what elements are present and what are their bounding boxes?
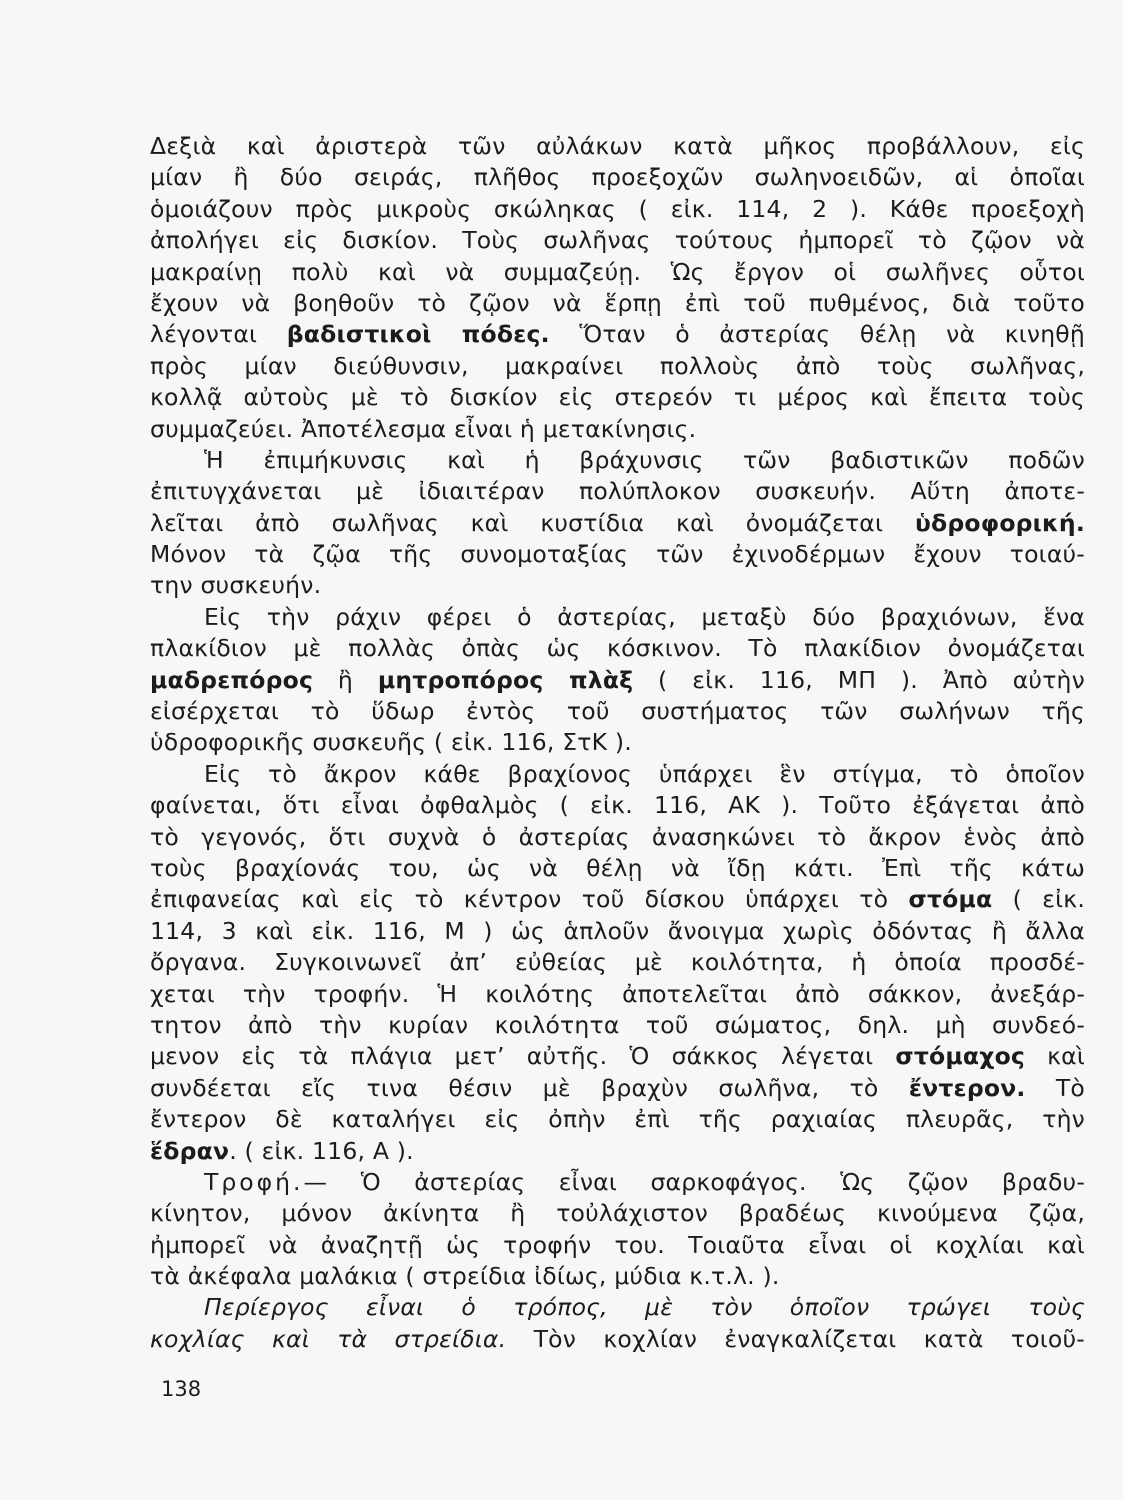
- text-line: [150, 884, 1085, 915]
- bold-term: μαδρεπόρος: [150, 665, 314, 694]
- text-run: Τὸ: [1025, 1073, 1086, 1102]
- text-run: ὄργανα. Συγκοινωνεῖ ἀπ’ εὐθείας μὲ κοιλότητα, ἡ ὁποία προσδέ-: [150, 948, 1085, 977]
- text-run: κίνητον, μόνον ἀκίνητα ἢ τοὐλάχιστον βραδέως κινούμενα ζῷα,: [150, 1199, 1085, 1228]
- text-line: [150, 1104, 1085, 1135]
- text-line: [150, 476, 1085, 507]
- text-run: ( εἰκ. 116, ΜΠ ). Ἀπὸ αὐτὴν: [633, 665, 1085, 694]
- text-line: [150, 414, 1085, 445]
- text-run: λεῖται ἀπὸ σωλῆνας καὶ κυστίδια καὶ ὀνομάζεται: [150, 508, 915, 537]
- text-run: Τροφή.: [204, 1167, 304, 1196]
- text-run: μακραίνῃ πολὺ καὶ νὰ συμμαζεύῃ. Ὡς ἔργον οἱ σωλῆνες οὗτοι: [150, 257, 1085, 286]
- bold-term: ὑδροφορική.: [914, 508, 1085, 537]
- text-run: ἐπιφανείας καὶ εἰς τὸ κέντρον τοῦ δίσκου ὑπάρχει τὸ: [150, 885, 909, 914]
- bold-term: μητροπόρος πλὰξ: [377, 665, 634, 694]
- text-line: [150, 602, 1085, 633]
- text-line: [150, 319, 1085, 350]
- text-run: τοὺς βραχίονάς του, ὡς νὰ θέλῃ νὰ ἴδῃ κάτι. Ἐπὶ τῆς κάτω: [150, 853, 1085, 882]
- text-line: [150, 853, 1085, 884]
- bold-term: στόμα: [908, 885, 993, 914]
- text-run: . ( εἰκ. 116, Α ).: [229, 1136, 414, 1165]
- page-number: 138: [161, 1377, 202, 1401]
- text-run: καὶ: [1025, 1042, 1085, 1071]
- text-run: συνδέεται εἴς τινα θέσιν μὲ βραχὺν σωλῆνα, τὸ: [150, 1073, 909, 1102]
- text-line: [150, 382, 1085, 413]
- text-line: [150, 445, 1085, 476]
- text-line: [150, 257, 1085, 288]
- bold-term: βαδιστικοὶ πόδες.: [286, 320, 550, 349]
- text-run: 114, 3 καὶ εἰκ. 116, Μ ) ὡς ἁπλοῦν ἄνοιγμα χωρὶς ὀδόντας ἢ ἄλλα: [150, 916, 1085, 945]
- text-line: [150, 288, 1085, 319]
- text-line: [150, 979, 1085, 1010]
- text-line: [150, 351, 1085, 382]
- bold-term: ἔντερον.: [908, 1073, 1026, 1102]
- text-run: συμμαζεύει. Ἀποτέλεσμα εἶναι ἡ μετακίνησις.: [150, 414, 697, 443]
- text-line: [150, 759, 1085, 790]
- text-line: [150, 947, 1085, 978]
- text-line: [150, 696, 1085, 727]
- italic-text: κοχλίας καὶ τὰ στρείδια.: [150, 1324, 507, 1353]
- text-run: ἠμπορεῖ νὰ ἀναζητῇ ὡς τροφήν του. Τοιαῦτα εἶναι οἱ κοχλίαι καὶ: [150, 1230, 1085, 1259]
- text-run: πλακίδιον μὲ πολλὰς ὀπὰς ὡς κόσκινον. Τὸ πλακίδιον ὀνομάζεται: [150, 634, 1085, 663]
- text-run: κολλᾷ αὐτοὺς μὲ τὸ δισκίον εἰς στερεόν τι μέρος καὶ ἔπειτα τοὺς: [150, 383, 1085, 412]
- text-run: μενον εἰς τὰ πλάγια μετ’ αὐτῆς. Ὁ σάκκος λέγεται: [150, 1042, 896, 1071]
- text-run: Εἰς τὸ ἄκρον κάθε βραχίονος ὑπάρχει ἓν στίγμα, τὸ ὁποῖον: [204, 759, 1085, 788]
- text-run: ( εἰκ.: [992, 885, 1085, 914]
- text-line: [150, 790, 1085, 821]
- text-line: [150, 1167, 1085, 1198]
- text-run: εἰσέρχεται τὸ ὕδωρ ἐντὸς τοῦ συστήματος τῶν σωλήνων τῆς: [150, 697, 1085, 726]
- text-line: [150, 194, 1085, 225]
- text-run: ἐπιτυγχάνεται μὲ ἰδιαιτέραν πολύπλοκον συσκευήν. Αὕτη ἀποτε-: [150, 477, 1085, 506]
- bold-term: ἕδραν: [150, 1136, 230, 1165]
- text-run: ἢ: [313, 665, 378, 694]
- text-run: ὁμοιάζουν πρὸς μικροὺς σκώληκας ( εἰκ. 114, 2 ). Κάθε προεξοχὴ: [150, 194, 1085, 223]
- text-run: ἀπολήγει εἰς δισκίον. Τοὺς σωλῆνας τούτους ἠμπορεῖ τὸ ζῷον νὰ: [150, 226, 1085, 255]
- text-line: [150, 162, 1085, 193]
- bold-term: στόμαχος: [895, 1042, 1026, 1071]
- text-line: [150, 1198, 1085, 1229]
- text-run: — Ὁ ἀστερίας εἶναι σαρκοφάγος. Ὡς ζῷον βραδυ-: [303, 1167, 1085, 1196]
- text-run: Μόνον τὰ ζῷα τῆς συνομοταξίας τῶν ἐχινοδέρμων ἔχουν τοιαύ-: [150, 540, 1085, 569]
- text-run: Τὸν κοχλίαν ἐναγκαλίζεται κατὰ τοιοῦ-: [506, 1324, 1085, 1353]
- text-line: [150, 633, 1085, 664]
- text-line: [150, 1041, 1085, 1072]
- text-line: [150, 1230, 1085, 1261]
- text-run: χεται τὴν τροφήν. Ἡ κοιλότης ἀποτελεῖται ἀπὸ σάκκον, ἀνεξάρ-: [150, 979, 1085, 1008]
- text-line: [150, 727, 1085, 758]
- text-line: [150, 1292, 1085, 1323]
- text-line: [150, 1324, 1085, 1355]
- body-text: [150, 131, 1085, 1355]
- text-run: ὑδροφορικῆς συσκευῆς ( εἰκ. 116, ΣτΚ ).: [150, 728, 632, 757]
- italic-text: Περίεργος εἶναι ὁ τρόπος, μὲ τὸν ὁποῖον τρώγει τοὺς: [204, 1293, 1085, 1322]
- text-run: τὰ ἀκέφαλα μαλάκια ( στρείδια ἰδίως, μύδια κ.τ.λ. ).: [150, 1262, 780, 1291]
- text-run: τητον ἀπὸ τὴν κυρίαν κοιλότητα τοῦ σώματος, δηλ. μὴ συνδεό-: [150, 1010, 1085, 1039]
- text-run: Ὅταν ὁ ἀστερίας θέλῃ νὰ κινηθῇ: [549, 320, 1085, 349]
- text-run: Δεξιὰ καὶ ἀριστερὰ τῶν αὐλάκων κατὰ μῆκος προβάλλουν, εἰς: [150, 132, 1085, 160]
- text-run: τὸ γεγονός, ὅτι συχνὰ ὁ ἀστερίας ἀνασηκώνει τὸ ἄκρον ἑνὸς ἀπὸ: [150, 822, 1085, 851]
- text-run: πρὸς μίαν διεύθυνσιν, μακραίνει πολλοὺς ἀπὸ τοὺς σωλῆνας,: [150, 351, 1085, 380]
- text-line: [150, 508, 1085, 539]
- text-line: [150, 822, 1085, 853]
- text-run: την συσκευήν.: [150, 571, 322, 600]
- text-run: Ἡ ἐπιμήκυνσις καὶ ἡ βράχυνσις τῶν βαδιστικῶν ποδῶν: [204, 445, 1085, 474]
- text-run: ἔχουν νὰ βοηθοῦν τὸ ζῷον νὰ ἕρπῃ ἐπὶ τοῦ πυθμένος, διὰ τοῦτο: [150, 288, 1085, 317]
- text-run: Εἰς τὴν ράχιν φέρει ὁ ἀστερίας, μεταξὺ δύο βραχιόνων, ἕνα: [204, 602, 1085, 631]
- text-line: [150, 539, 1085, 570]
- text-line: [150, 1136, 1085, 1167]
- text-line: [150, 1261, 1085, 1292]
- text-line: [150, 665, 1085, 696]
- text-run: ἔντερον δὲ καταλήγει εἰς ὀπὴν ἐπὶ τῆς ραχιαίας πλευρᾶς, τὴν: [150, 1105, 1085, 1134]
- text-line: [150, 570, 1085, 601]
- text-line: [150, 131, 1085, 162]
- text-line: [150, 225, 1085, 256]
- text-run: μίαν ἢ δύο σειράς, πλῆθος προεξοχῶν σωληνοειδῶν, αἱ ὁποῖαι: [150, 163, 1085, 192]
- text-line: [150, 1010, 1085, 1041]
- text-run: λέγονται: [150, 320, 287, 349]
- text-line: [150, 1073, 1085, 1104]
- text-run: φαίνεται, ὅτι εἶναι ὀφθαλμὸς ( εἰκ. 116, ΑΚ ). Τοῦτο ἐξάγεται ἀπὸ: [150, 791, 1085, 820]
- text-line: [150, 916, 1085, 947]
